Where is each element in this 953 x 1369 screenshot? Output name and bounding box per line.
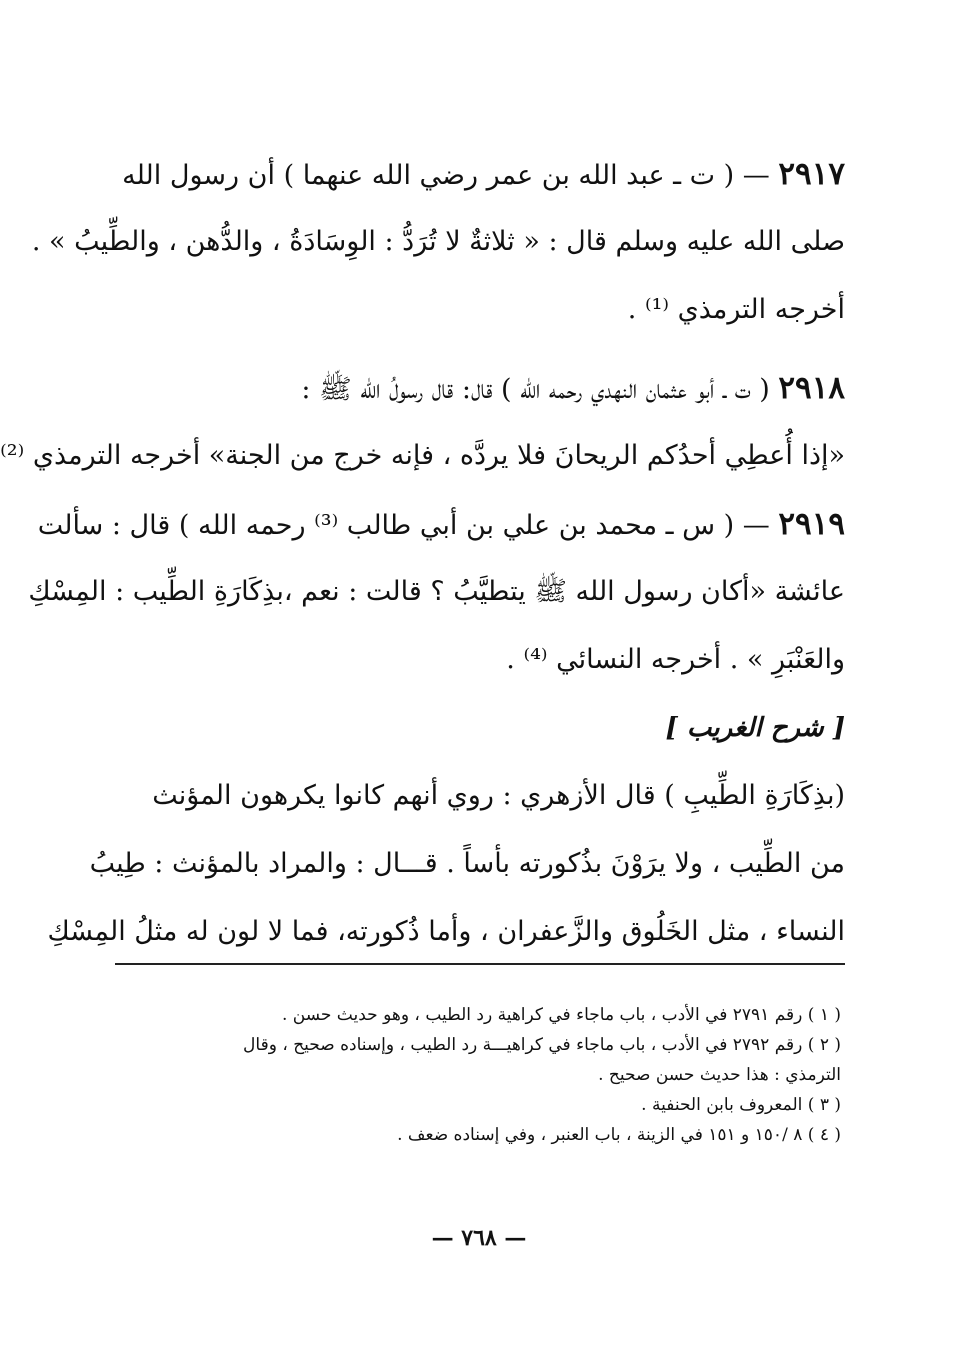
hadith-2917-line-1 <box>117 140 845 208</box>
footnote-divider <box>115 963 845 965</box>
gloss-heading: [ شرح الغريب ] <box>665 713 845 743</box>
hadith-text: ( ت ـ أبو عثمان النهدي رحمه الله ) قال: قال رسولُ الله ﷺ : <box>301 374 770 405</box>
hadith-2919-line-2: عائشة «أكان رسول الله ﷺ يتطيَّبُ ؟ قالت : نعم ،بذِكَارَةِ الطِّيب : المِسْكِ <box>28 576 845 607</box>
hadith-text: — ( ت ـ عبد الله بن عمر رضي الله عنهما ) أن رسول الله <box>122 160 770 191</box>
hadith-2918-line-1 <box>117 354 845 422</box>
main-text <box>0 140 845 966</box>
footnote-2: ( ٢ ) رقم ٢٧٩٢ في الأدب ، باب ماجاء في كراهيـــة رد الطيب ، وإسناده صحيح ، وقال <box>243 1035 841 1055</box>
hadith-2919-line-3: والعَنْبَرِ » . أخرجه النسائي ⁽⁴⁾ . <box>506 644 845 675</box>
footnotes <box>115 1000 841 1150</box>
gloss-line-2: من الطِّيب ، ولا يرَوْنَ بذُكورته بأساً . قـــال : والمراد بالمؤنث : طِيبُ <box>89 848 845 879</box>
footnote-3: ( ٣ ) المعروف بابن الحنفية . <box>641 1095 841 1115</box>
gloss-line-3: النساء ، مثل الخَلُوق والزَّعفران ، وأما ذُكورته، فما لا لون له مثلُ المِسْكِ <box>47 916 845 947</box>
hadith-text: — ( س ـ محمد بن علي بن أبي طالب ⁽³⁾ رحمه الله ) قال : سألت <box>37 510 770 541</box>
gloss-line-1: (بذِكَارَةِ الطِّيبِ ) قال الأزهري : روي أنهم كانوا يكرهون المؤنث <box>152 780 845 811</box>
footnote-4: ( ٤ ) ٨ /١٥٠ و ١٥١ في الزينة ، باب العنبر ، وفي إسناده ضعف . <box>397 1125 841 1145</box>
hadith-number: ٢٩١٨ <box>778 370 845 406</box>
hadith-2918-line-2: «إذا أُعطِي أحدُكم الريحانَ فلا يردَّه ، فإنه خرج من الجنة» أخرجه الترمذي ⁽²⁾ <box>0 440 845 471</box>
spacer <box>117 344 845 354</box>
hadith-number: ٢٩١٧ <box>778 156 845 192</box>
hadith-2919-line-1 <box>37 490 845 558</box>
hadith-2917-line-2: صلى الله عليه وسلم قال : « ثلاثةٌ لا تُرَدُّ : الوِسَادَةُ ، والدُّهن ، والطِّيبُ » . <box>31 226 845 257</box>
hadith-2917-line-3: أخرجه الترمذي ⁽¹⁾ . <box>627 294 845 325</box>
footnote-2-continued: الترمذي : هذا حديث حسن صحيح . <box>598 1065 841 1085</box>
footnote-1: ( ١ ) رقم ٢٧٩١ في الأدب ، باب ماجاء في كراهية رد الطيب ، وهو حديث حسن . <box>281 1005 841 1025</box>
hadith-number: ٢٩١٩ <box>778 506 845 542</box>
page-number: — ٧٦٨ — <box>431 1225 527 1251</box>
